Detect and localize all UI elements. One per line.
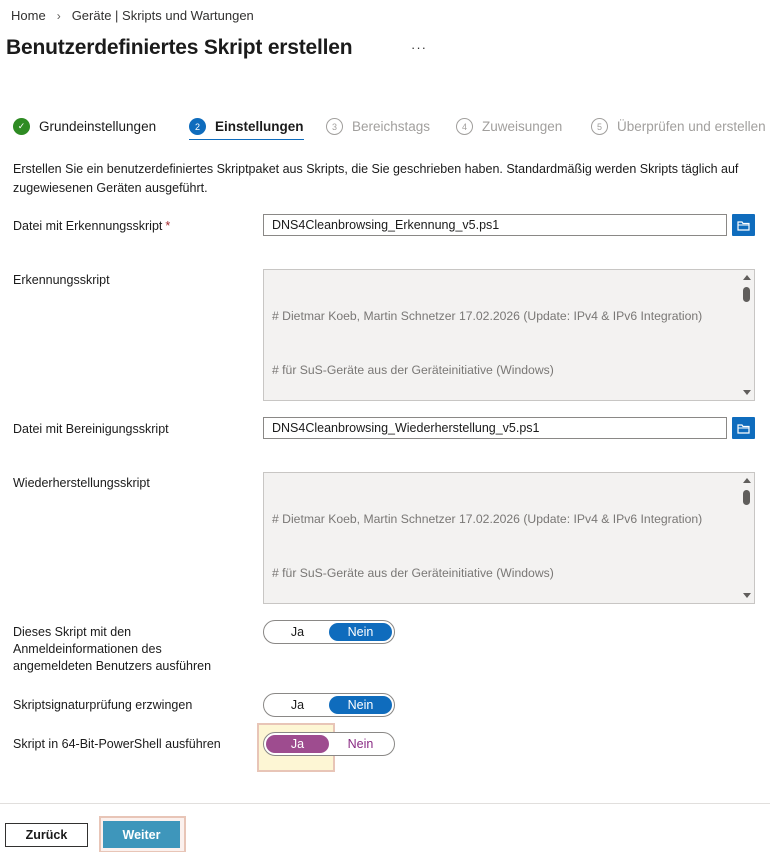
run-as-user-toggle — [263, 620, 395, 644]
step-label: Grundeinstellungen — [39, 119, 157, 134]
remediation-file-label: Datei mit Bereinigungsskript — [13, 422, 169, 436]
folder-icon — [737, 220, 750, 231]
detection-file-input[interactable]: DNS4Cleanbrowsing_Erkennung_v5.ps1 — [263, 214, 727, 236]
detection-script-content: # Dietmar Koeb, Martin Schnetzer 17.02.2026 (Update: IPv4 & IPv6 Integration) # für SuS-Geräte aus der Geräteinitiative (Windows) — [272, 309, 703, 377]
run-64bit-label: Skript in 64-Bit-PowerShell ausführen — [13, 737, 221, 751]
back-button[interactable]: Zurück — [5, 823, 88, 847]
enforce-signature-yes-option[interactable]: Ja — [290, 698, 305, 712]
scroll-up-icon[interactable] — [743, 275, 751, 280]
detection-file-browse-button[interactable] — [732, 214, 755, 236]
step-number-icon: 4 — [456, 118, 473, 135]
step-grundeinstellungen[interactable] — [13, 118, 156, 135]
scroll-up-icon[interactable] — [743, 478, 751, 483]
breadcrumb — [11, 8, 254, 23]
run-as-user-yes-option[interactable]: Ja — [290, 625, 305, 639]
step-label: Einstellungen — [215, 119, 304, 134]
run-64bit-yes-option[interactable]: Ja — [266, 735, 329, 753]
scroll-thumb[interactable] — [743, 287, 750, 302]
breadcrumb-section-link[interactable]: Geräte | Skripts und Wartungen — [71, 8, 254, 23]
run-as-user-no-option[interactable]: Nein — [329, 623, 392, 641]
detection-script-label: Erkennungsskript — [13, 273, 110, 287]
step-number-icon: 3 — [326, 118, 343, 135]
remediation-script-textarea[interactable] — [263, 472, 755, 604]
detection-file-label: Datei mit Erkennungsskript * — [13, 219, 171, 233]
step-bereichstags[interactable] — [326, 118, 430, 135]
checkmark-icon: ✓ — [13, 118, 30, 135]
remediation-file-input[interactable]: DNS4Cleanbrowsing_Wiederherstellung_v5.ps1 — [263, 417, 727, 439]
run-64bit-no-option[interactable]: Nein — [347, 737, 374, 751]
more-options-icon[interactable]: ··· — [411, 40, 427, 55]
scroll-down-icon[interactable] — [743, 390, 751, 395]
folder-icon — [737, 423, 750, 434]
enforce-signature-label: Skriptsignaturprüfung erzwingen — [13, 698, 193, 712]
intro-text: Erstellen Sie ein benutzerdefiniertes Skriptpaket aus Skripts, die Sie geschrieben haben. Standardmäßig werden Skripts täglich auf zugewiesenen Geräten ausgeführt. — [13, 162, 739, 195]
enforce-signature-no-option[interactable]: Nein — [329, 696, 392, 714]
breadcrumb-home-link[interactable]: Home — [11, 8, 46, 23]
step-number-icon: 5 — [591, 118, 608, 135]
step-number-icon: 2 — [189, 118, 206, 135]
run-64bit-toggle — [263, 732, 395, 756]
scroll-down-icon[interactable] — [743, 593, 751, 598]
page-title: Benutzerdefiniertes Skript erstellen — [6, 36, 353, 59]
footer-divider — [0, 803, 770, 804]
enforce-signature-toggle — [263, 693, 395, 717]
remediation-file-browse-button[interactable] — [732, 417, 755, 439]
detection-script-scrollbar[interactable] — [739, 270, 754, 400]
chevron-right-icon: › — [56, 8, 61, 23]
step-zuweisungen[interactable] — [456, 118, 562, 135]
required-marker: * — [165, 219, 171, 233]
run-as-user-label: Dieses Skript mit den Anmeldeinformationen des angemeldeten Benutzers ausführen — [13, 625, 212, 673]
step-einstellungen[interactable] — [189, 118, 304, 135]
step-label: Zuweisungen — [482, 119, 563, 134]
detection-script-textarea[interactable] — [263, 269, 755, 401]
step-label: Überprüfen und erstellen — [617, 119, 766, 134]
next-button[interactable]: Weiter — [103, 821, 180, 848]
scroll-thumb[interactable] — [743, 490, 750, 505]
remediation-script-content: # Dietmar Koeb, Martin Schnetzer 17.02.2026 (Update: IPv4 & IPv6 Integration) # für SuS-Geräte aus der Geräteinitiative (Windows) — [272, 512, 703, 580]
wizard-steps — [13, 118, 770, 140]
remediation-script-label: Wiederherstellungsskript — [13, 476, 150, 490]
remediation-script-scrollbar[interactable] — [739, 473, 754, 603]
step-label: Bereichstags — [352, 119, 431, 134]
step-ueberpruefen[interactable] — [591, 118, 766, 135]
